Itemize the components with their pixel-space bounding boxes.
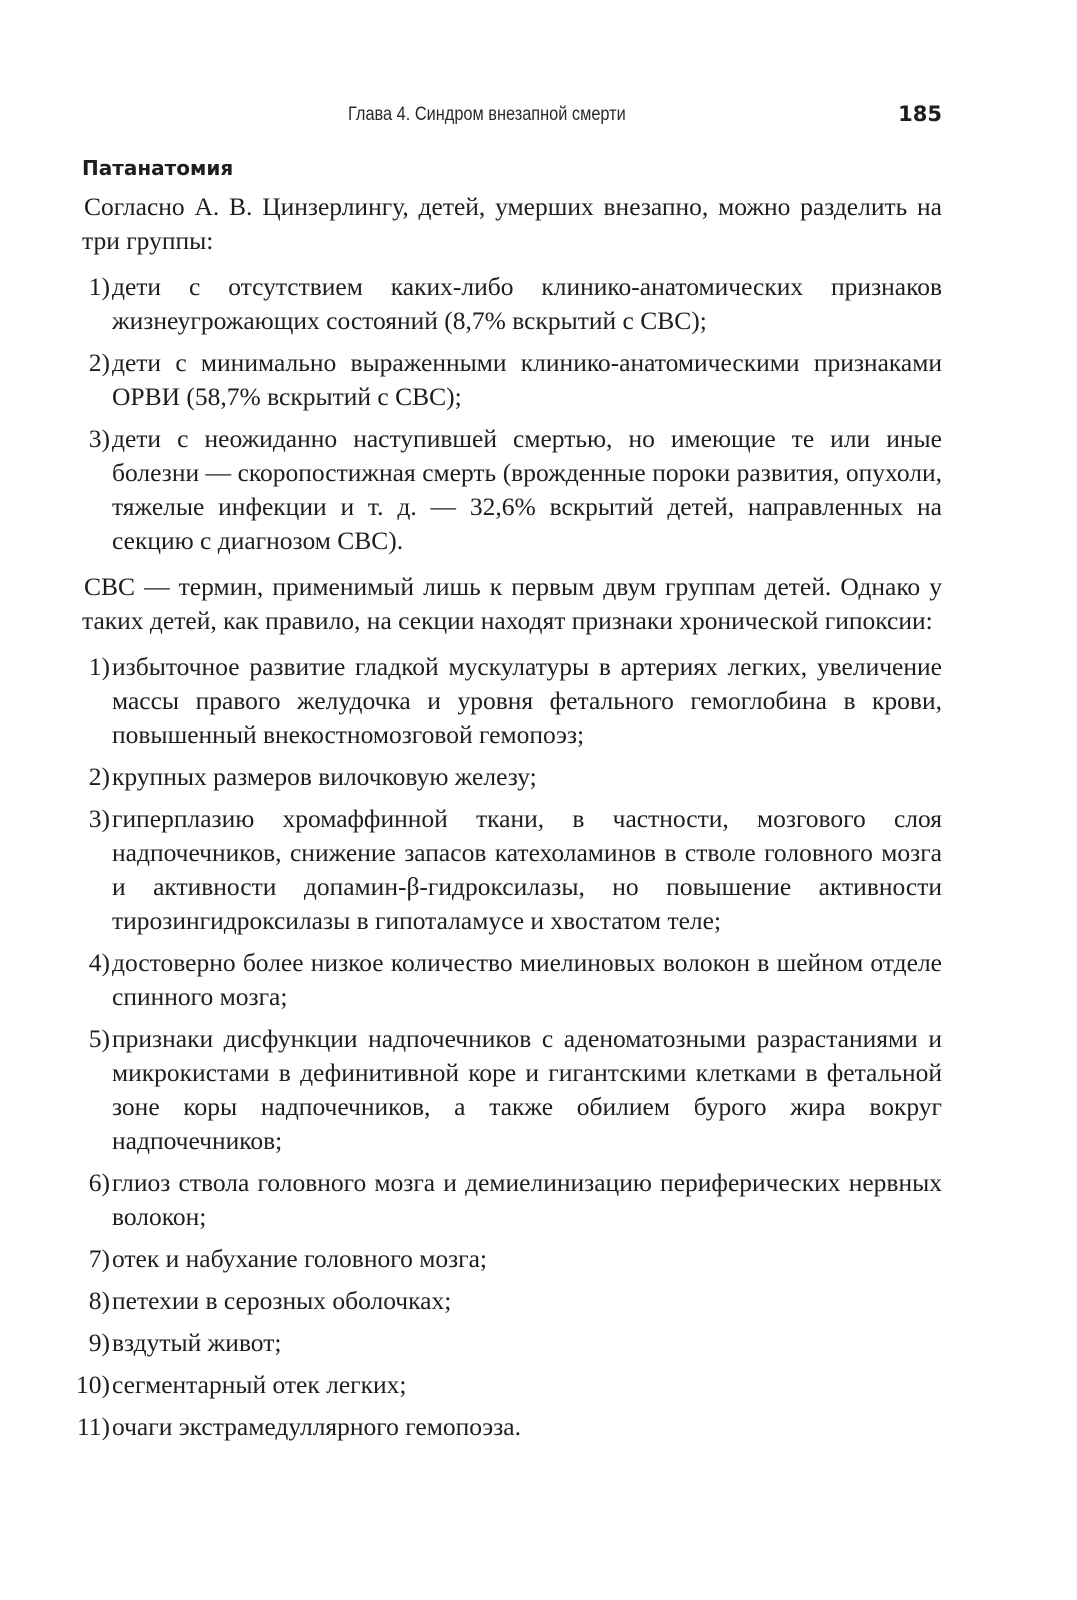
list-item-marker: 3) — [88, 424, 110, 453]
list-item — [82, 422, 942, 558]
list-item — [82, 760, 942, 794]
section-heading: Патанатомия — [82, 156, 234, 180]
list-item-text: очаги экстрамедуллярного гемопоэза. — [112, 1412, 521, 1441]
groups-list — [82, 270, 942, 558]
list-item — [82, 1242, 942, 1276]
page-number: 185 — [898, 102, 942, 126]
list-item-text: избыточное развитие гладкой мускулатуры в артериях легких, увеличение массы правого желудочка и уровня фетального гемоглобина в крови, повышенный внекостномозговой гемопоэз; — [112, 652, 942, 749]
intro-paragraph: Согласно А. В. Цинзерлингу, детей, умерших внезапно, можно разделить на три группы: — [82, 192, 942, 255]
list-item-text: достоверно более низкое количество миелиновых волокон в шейном отделе спинного мозга; — [112, 948, 942, 1011]
page-content — [76, 154, 942, 1456]
findings-list — [76, 650, 942, 1444]
list-item-text: признаки дисфункции надпочечников с аденоматозными разрастаниями и микрокистами в дефинитивной коре и гигантскими клетками в фетальной зоне коры надпочечников, а также обилием бурого жира вокруг надпочечников; — [112, 1024, 942, 1155]
list-item — [82, 802, 942, 938]
list-item-marker: 3) — [88, 804, 110, 833]
list-item — [82, 1166, 942, 1234]
list-item — [82, 1022, 942, 1158]
list-item-text: крупных размеров вилочковую железу; — [112, 762, 537, 791]
list-item — [82, 946, 942, 1014]
list-item-marker: 5) — [88, 1024, 110, 1053]
list-item-text: петехии в серозных оболочках; — [112, 1286, 452, 1315]
list-item-marker: 7) — [88, 1244, 110, 1273]
list-item — [82, 346, 942, 414]
list-item-text: отек и набухание головного мозга; — [112, 1244, 488, 1273]
list-item-marker: 11) — [76, 1412, 110, 1441]
list-item-marker: 8) — [88, 1286, 110, 1315]
list-item-text: глиоз ствола головного мозга и демиелинизацию периферических нервных волокон; — [112, 1168, 942, 1231]
running-header — [82, 104, 942, 132]
list-item — [82, 650, 942, 752]
list-item-text: дети с неожиданно наступившей смертью, но имеющие те или иные болезни — скоропостижная смерть (врожденные пороки развития, опухоли, тяжелые инфекции и т. д. — 32,6% вскрытий детей, направленных на секцию с диагнозом СВС). — [112, 424, 942, 555]
list-item-text: сегментарный отек легких; — [112, 1370, 407, 1399]
list-item-marker: 10) — [76, 1370, 110, 1399]
list-item-marker: 2) — [88, 348, 110, 377]
list-item — [82, 270, 942, 338]
list-item-text: дети с отсутствием каких-либо клинико-анатомических признаков жизнеугрожающих состояний (8,7% вскрытий с СВС); — [112, 272, 942, 335]
list-item-marker: 2) — [88, 762, 110, 791]
list-item-marker: 4) — [88, 948, 110, 977]
list-item-text: гиперплазию хромаффинной ткани, в частности, мозгового слоя надпочечников, снижение запасов катехоламинов в стволе головного мозга и активности допамин-β-гидроксилазы, но повышение активности тирозингидроксилазы в гипоталамусе и хвостатом теле; — [112, 804, 942, 935]
list-item-marker: 1) — [88, 272, 110, 301]
list-item-marker: 6) — [88, 1168, 110, 1197]
running-title: Глава 4. Синдром внезапной смерти — [348, 104, 626, 125]
list-item-text: вздутый живот; — [112, 1328, 282, 1357]
hypoxia-paragraph: СВС — термин, применимый лишь к первым двум группам детей. Однако у таких детей, как правило, на секции находят признаки хронической гипоксии: — [82, 572, 942, 635]
list-item — [82, 1284, 942, 1318]
list-item-text: дети с минимально выраженными клинико-анатомическими признаками ОРВИ (58,7% вскрытий с СВС); — [112, 348, 942, 411]
list-item — [82, 1326, 942, 1360]
list-item-marker: 1) — [88, 652, 110, 681]
list-item — [76, 1368, 942, 1402]
list-item — [76, 1410, 942, 1444]
list-item-marker: 9) — [88, 1328, 110, 1357]
